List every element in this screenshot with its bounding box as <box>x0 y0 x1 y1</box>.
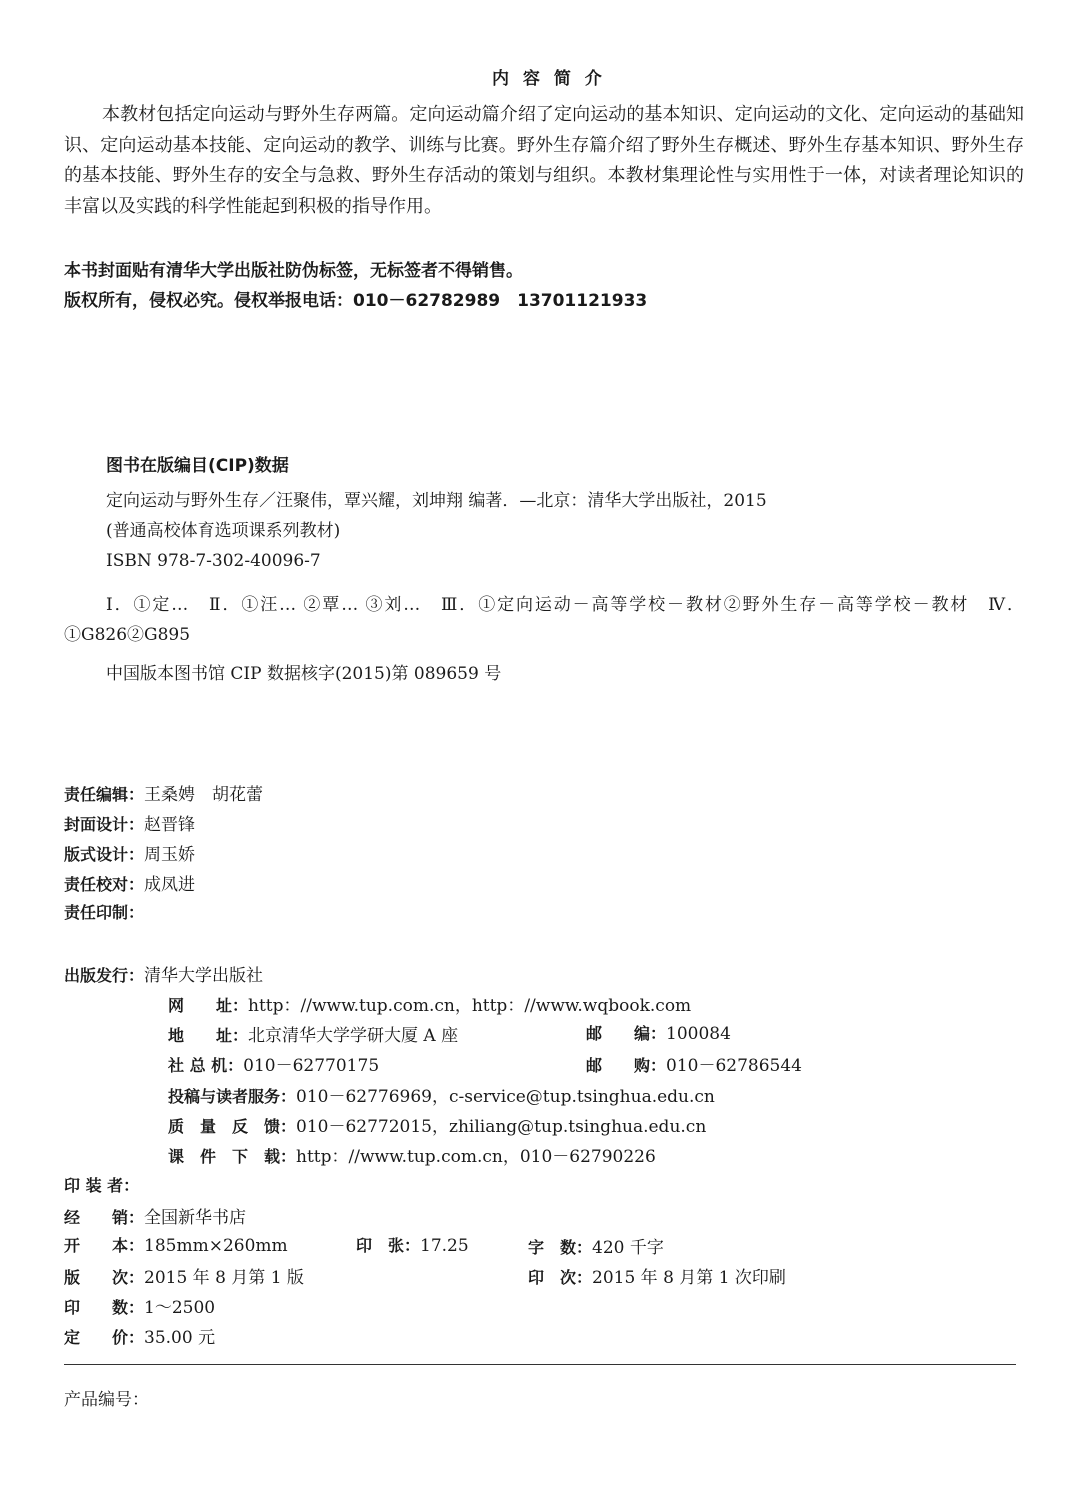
service-row <box>168 1082 715 1107</box>
staff-print-row <box>64 900 144 923</box>
copies-row <box>64 1293 215 1318</box>
summary-paragraph: 本教材包括定向运动与野外生存两篇。定向运动篇介绍了定向运动的基本知识、定向运动的文化、定向运动的基础知识、定向运动基本技能、定向运动的教学、训练与比赛。野外生存篇介绍了野外生存概述、野外生存基本知识、野外生存的基本技能、野外生存的安全与急救、野外生存活动的策划与组织。本教材集理论性与实用性于一体，对读者理论知识的丰富以及实践的科学性能起到积极的指导作用。 <box>64 104 1024 217</box>
format-value: 185mm×260mm <box>144 1236 288 1256</box>
feedback-label: 质 量 反 馈： <box>168 1117 297 1136</box>
switchboard-value: 010－62770175 <box>243 1056 380 1076</box>
postcode-value: 100084 <box>666 1024 731 1044</box>
service-label: 投稿与读者服务： <box>168 1087 297 1106</box>
word-count-label: 字 数： <box>528 1238 593 1257</box>
web-row <box>168 991 691 1016</box>
feedback-value: 010－62772015，zhiliang@tup.tsinghua.edu.cn <box>296 1117 707 1137</box>
impression-row <box>528 1263 786 1288</box>
copyright-notice: 版权所有，侵权必究。侵权举报电话：010－62782989 13701121933 <box>64 291 648 311</box>
edition-value: 2015 年 8 月第 1 版 <box>144 1268 304 1288</box>
distributor-value: 全国新华书店 <box>144 1208 247 1228</box>
cip-record: 中国版本图书馆 CIP 数据核字(2015)第 089659 号 <box>106 664 502 684</box>
postcode-row <box>586 1021 731 1044</box>
mail-order-value: 010－62786544 <box>666 1056 802 1076</box>
edition-row <box>64 1263 304 1288</box>
address-label: 地 址： <box>168 1026 249 1045</box>
cip-title: 图书在版编目(CIP)数据 <box>106 456 289 476</box>
web-value: http：//www.tup.com.cn，http：//www.wqbook.com <box>248 996 692 1016</box>
publisher-row <box>64 961 263 986</box>
cip-isbn: ISBN 978-7-302-40096-7 <box>106 551 321 571</box>
print-label: 责任印制： <box>64 903 145 922</box>
address-value: 北京清华大学学研大厦 A 座 <box>248 1026 459 1046</box>
switchboard-label: 社 总 机： <box>168 1056 244 1075</box>
printer-row <box>64 1173 139 1196</box>
proof-label: 责任校对： <box>64 875 145 894</box>
staff-proof-row <box>64 870 195 895</box>
cover-label: 封面设计： <box>64 815 145 834</box>
copies-label: 印 数： <box>64 1298 145 1317</box>
impression-value: 2015 年 8 月第 1 次印刷 <box>592 1268 786 1288</box>
address-row <box>168 1021 458 1046</box>
mail-order-label: 邮 购： <box>586 1056 667 1075</box>
feedback-row <box>168 1112 706 1137</box>
proof-value: 成凤进 <box>144 875 196 895</box>
distributor-row <box>64 1203 246 1228</box>
sheets-value: 17.25 <box>420 1236 469 1256</box>
mail-order-row <box>586 1051 802 1076</box>
postcode-label: 邮 编： <box>586 1024 667 1043</box>
cip-classification <box>64 590 1024 650</box>
sheets-label: 印 张： <box>356 1236 421 1255</box>
cip-classification-text: Ⅰ．①定… Ⅱ．①汪… ②覃… ③刘… Ⅲ．①定向运动－高等学校－教材②野外生存－高等学校－教材 Ⅳ．①G826②G895 <box>64 595 1024 645</box>
staff-cover-row <box>64 810 195 835</box>
download-value: http：//www.tup.com.cn，010－62790226 <box>296 1147 656 1167</box>
product-code-row <box>64 1385 149 1410</box>
product-code-label: 产品编号： <box>64 1390 149 1410</box>
publisher-label: 出版发行： <box>64 966 145 985</box>
format-label: 开 本： <box>64 1236 145 1255</box>
service-value: 010－62776969，c-service@tup.tsinghua.edu.cn <box>296 1087 715 1107</box>
printer-label: 印 装 者： <box>64 1176 140 1195</box>
editor-value: 王桑娉 胡花蕾 <box>144 785 264 805</box>
web-label: 网 址： <box>168 996 249 1015</box>
format-row <box>64 1233 288 1256</box>
layout-value: 周玉娇 <box>144 845 196 865</box>
editor-label: 责任编辑： <box>64 785 145 804</box>
cover-value: 赵晋锋 <box>144 815 196 835</box>
cip-line-2: (普通高校体育选项课系列教材) <box>106 521 341 541</box>
staff-layout-row <box>64 840 195 865</box>
cip-line-1: 定向运动与野外生存／汪聚伟，覃兴耀，刘坤翔 编著．—北京：清华大学出版社，2015 <box>106 491 767 511</box>
staff-editor-row <box>64 780 263 805</box>
word-count-value: 420 千字 <box>592 1238 664 1258</box>
download-label: 课 件 下 载： <box>168 1147 297 1166</box>
switchboard-row <box>168 1051 379 1076</box>
distributor-label: 经 销： <box>64 1208 145 1227</box>
summary-text <box>64 100 1024 222</box>
layout-label: 版式设计： <box>64 845 145 864</box>
sheets-row <box>356 1233 469 1256</box>
price-row <box>64 1323 215 1348</box>
word-count-row <box>528 1233 664 1258</box>
divider-rule <box>64 1364 1016 1365</box>
price-value: 35.00 元 <box>144 1328 216 1348</box>
price-label: 定 价： <box>64 1328 145 1347</box>
summary-heading: 内 容 简 介 <box>492 69 606 89</box>
download-row <box>168 1142 656 1167</box>
anti-counterfeit-notice: 本书封面贴有清华大学出版社防伪标签，无标签者不得销售。 <box>64 261 523 281</box>
copies-value: 1～2500 <box>144 1298 216 1318</box>
publisher-value: 清华大学出版社 <box>144 966 264 986</box>
impression-label: 印 次： <box>528 1268 593 1287</box>
edition-label: 版 次： <box>64 1268 145 1287</box>
